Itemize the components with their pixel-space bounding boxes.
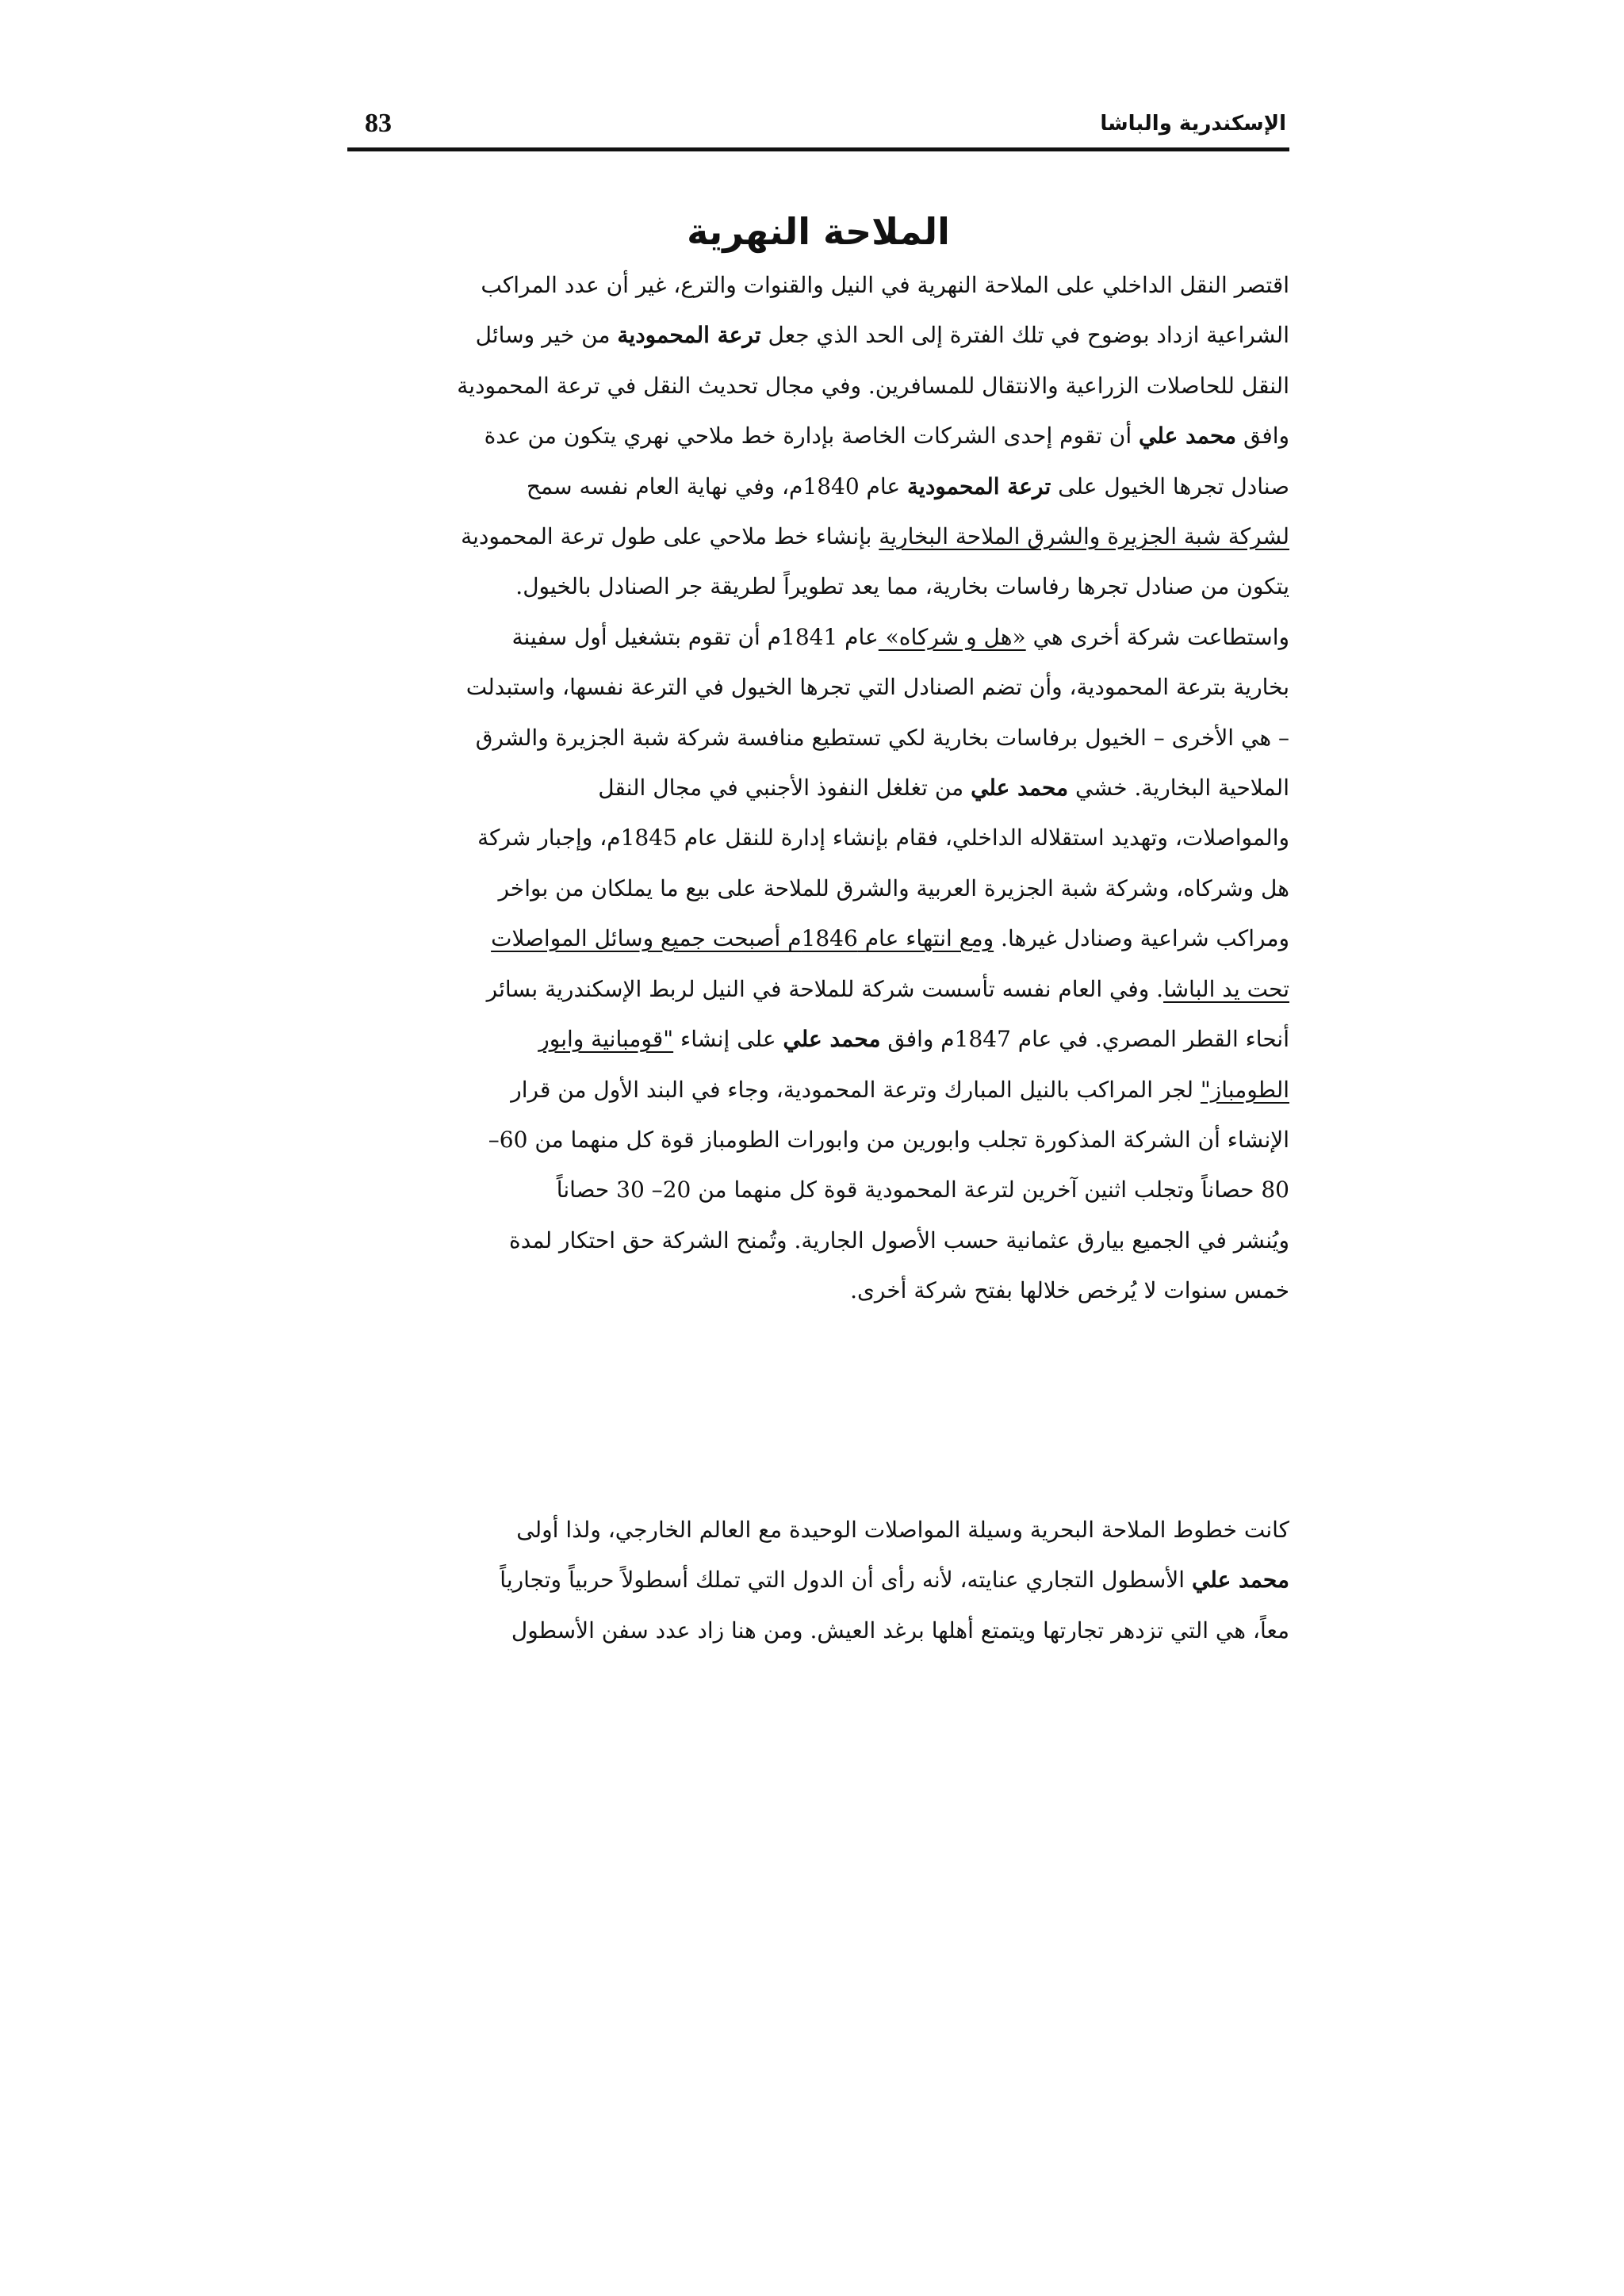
text-line: معاً، هي التي تزدهر تجارتها ويتمتع أهلها برغد العيش. ومن هنا زاد عدد سفن الأسطول — [511, 1617, 1289, 1644]
text-line: الملاحية البخارية. خشي محمد علي من تغلغل النفوذ الأجنبي في مجال النقل — [598, 775, 1289, 802]
emphasis: ترعة المحمودية — [907, 473, 1051, 499]
text-line: لشركة شبة الجزيرة والشرق الملاحة البخارية بإنشاء خط ملاحي على طول ترعة المحمودية — [461, 523, 1289, 550]
text-line: ويُنشر في الجميع بيارق عثمانية حسب الأصول الجارية. وتُمنح الشركة حق احتكار لمدة — [509, 1226, 1289, 1253]
section-heading: الملاحة النهرية — [687, 210, 950, 253]
emphasis: محمد علي — [1191, 1567, 1289, 1594]
text-line: هل وشركاه، وشركة شبة الجزيرة العربية والشرق للملاحة على بيع ما يملكان من بواخر — [498, 874, 1289, 901]
text-line: بخارية بترعة المحمودية، وأن تضم الصنادل التي تجرها الخيول في الترعة نفسها، واستبدلت — [465, 674, 1289, 701]
text-line: أنحاء القطر المصري. في عام 1847م وافق محمد علي على إنشاء "قومبانية وابور — [538, 1026, 1289, 1053]
page-number: 83 — [365, 109, 392, 138]
underlined-text: "قومبانية وابور — [538, 1026, 674, 1053]
text-line: 80 حصاناً وتجلب اثنين آخرين لترعة المحمودية قوة كل منهما من 20– 30 حصاناً — [556, 1177, 1289, 1203]
underlined-text: تحت يد الباشا — [1163, 975, 1289, 1002]
text-line: محمد علي الأسطول التجاري عنايته، لأنه رأى أن الدول التي تملك أسطولاً حربياً وتجارياً — [500, 1567, 1289, 1594]
text-line: خمس سنوات لا يُرخص خلالها بفتح شركة أخرى. — [850, 1277, 1289, 1304]
text-line: الإنشاء أن الشركة المذكورة تجلب وابورين من وابورات الطومباز قوة كل منهما من 60– — [488, 1126, 1289, 1153]
running-header — [347, 101, 1289, 151]
emphasis: محمد علي — [971, 775, 1069, 802]
text-line: النقل للحاصلات الزراعية والانتقال للمسافرين. وفي مجال تحديث النقل في ترعة المحمودية — [457, 372, 1289, 399]
underlined-text: الطومباز" — [1200, 1076, 1289, 1103]
text-line: والمواصلات، وتهديد استقلاله الداخلي، فقام بإنشاء إدارة للنقل عام 1845م، وإجبار شركة — [477, 825, 1289, 851]
text-line: تحت يد الباشا. وفي العام نفسه تأسست شركة للملاحة في النيل لربط الإسكندرية بسائر — [486, 975, 1289, 1002]
book-title: الإسكندرية والباشا — [1100, 112, 1286, 136]
body-paragraph — [347, 1505, 1289, 1655]
text-line: – هي الأخرى – الخيول برفاسات بخارية لكي تستطيع منافسة شركة شبة الجزيرة والشرق — [475, 724, 1289, 751]
underlined-text: لشركة شبة الجزيرة والشرق الملاحة البخارية — [879, 523, 1289, 550]
text-line: يتكون من صنادل تجرها رفاسات بخارية، مما يعد تطويراً لطريقة جر الصنادل بالخيول. — [515, 573, 1289, 600]
body-paragraph — [347, 260, 1289, 1316]
text-line: اقتصر النقل الداخلي على الملاحة النهرية في النيل والقنوات والترع، غير أن عدد المراكب — [481, 272, 1289, 298]
emphasis: محمد علي — [1139, 423, 1237, 450]
text-line: الطومباز" لجر المراكب بالنيل المبارك وترعة المحمودية، وجاء في البند الأول من قرار — [511, 1076, 1289, 1103]
text-line: صنادل تجرها الخيول على ترعة المحمودية عام 1840م، وفي نهاية العام نفسه سمح — [526, 473, 1289, 499]
text-line: ومراكب شراعية وصنادل غيرها. ومع انتهاء عام 1846م أصبحت جميع وسائل المواصلات — [491, 925, 1289, 952]
emphasis: محمد علي — [783, 1026, 881, 1053]
underlined-text: ومع انتهاء عام 1846م أصبحت جميع وسائل المواصلات — [491, 925, 994, 952]
text-line: وافق محمد علي أن تقوم إحدى الشركات الخاصة بإدارة خط ملاحي نهري يتكون من عدة — [484, 423, 1289, 450]
emphasis: ترعة المحمودية — [617, 322, 761, 349]
text-line: كانت خطوط الملاحة البحرية وسيلة المواصلات الوحيدة مع العالم الخارجي، ولذا أولى — [516, 1517, 1289, 1543]
text-line: الشراعية ازداد بوضوح في تلك الفترة إلى الحد الذي جعل ترعة المحمودية من خير وسائل — [475, 322, 1289, 349]
underlined-text: «هل و شركاه» — [878, 623, 1026, 650]
text-line: واستطاعت شركة أخرى هي «هل و شركاه» عام 1841م أن تقوم بتشغيل أول سفينة — [511, 623, 1289, 650]
